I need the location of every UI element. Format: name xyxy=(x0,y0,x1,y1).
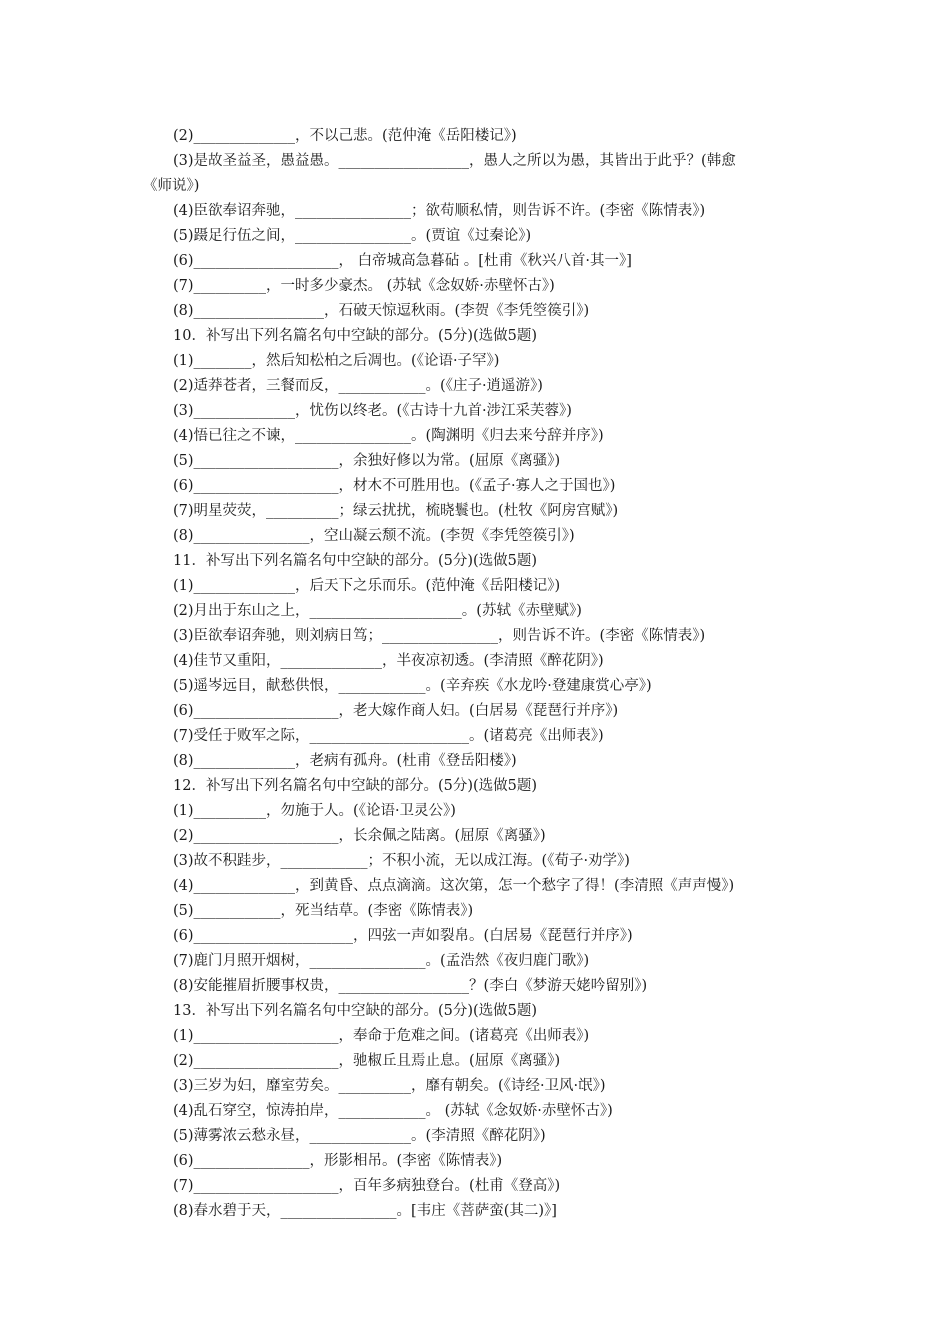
text-line: 11．补写出下列名篇名句中空缺的部分。(5分)(选做5题) xyxy=(173,553,538,569)
text-line: (7)受任于败军之际，______________________。(诸葛亮《出师表》) xyxy=(173,728,604,744)
text-line: (5)遥岑远目，献愁供恨，____________。(辛弃疾《水龙吟·登建康赏心亭》) xyxy=(173,678,652,694)
text-line: (4)______________，到黄昏、点点滴滴。这次第，怎一个愁字了得！(李清照《声声慢》) xyxy=(173,878,735,894)
text-line: (3)故不积跬步，____________；不积小流，无以成江海。(《荀子·劝学》) xyxy=(173,853,630,869)
text-line: (2)月出于东山之上，_____________________。(苏轼《赤壁赋》) xyxy=(173,603,582,619)
text-line: 12．补写出下列名篇名句中空缺的部分。(5分)(选做5题) xyxy=(173,778,538,794)
text-line: (4)臣欲奉诏奔驰，________________；欲苟顺私情，则告诉不许。(李密《陈情表》) xyxy=(173,203,706,219)
text-line: (2)____________________，驰椒丘且焉止息。(屈原《离骚》) xyxy=(173,1053,561,1069)
text-line: (6)____________________，材木不可胜用也。(《孟子·寡人之于国也》) xyxy=(173,478,616,494)
text-line: 13．补写出下列名篇名句中空缺的部分。(5分)(选做5题) xyxy=(173,1003,538,1019)
text-line: 10．补写出下列名篇名句中空缺的部分。(5分)(选做5题) xyxy=(173,328,538,344)
text-line: (7)__________，一时多少豪杰。 (苏轼《念奴娇·赤壁怀古》) xyxy=(173,278,555,294)
text-line: (4)乱石穿空，惊涛拍岸，____________。 (苏轼《念奴娇·赤壁怀古》) xyxy=(173,1103,613,1119)
text-line: (7)明星荧荧，__________；绿云扰扰，梳晓鬟也。(杜牧《阿房宫赋》) xyxy=(173,503,619,519)
text-line: (8)安能摧眉折腰事权贵，__________________？(李白《梦游天姥吟留别》) xyxy=(173,978,648,994)
text-line: (7)鹿门月照开烟树，________________。(孟浩然《夜归鹿门歌》) xyxy=(173,953,590,969)
text-line: (8)春水碧于天，________________。[韦庄《菩萨蛮(其二)》] xyxy=(173,1203,557,1219)
text-line: (2)适莽苍者，三餐而反，____________。(《庄子·逍遥游》) xyxy=(173,378,543,394)
text-line: (1)________，然后知松柏之后凋也。(《论语·子罕》) xyxy=(173,353,500,369)
text-line: (3)三岁为妇，靡室劳矣。__________，靡有朝矣。(《诗经·卫风·氓》) xyxy=(173,1078,606,1094)
text-line: (2)______________，不以己悲。(范仲淹《岳阳楼记》) xyxy=(173,128,517,144)
text-line: (6)______________________，四弦一声如裂帛。(白居易《琵琶行并序》) xyxy=(173,928,633,944)
text-line: (7)____________________，百年多病独登台。(杜甫《登高》) xyxy=(173,1178,561,1194)
text-line: (3)______________，忧伤以终老。(《古诗十九首·涉江采芙蓉》) xyxy=(173,403,572,419)
text-line: (5)薄雾浓云愁永昼，______________。(李清照《醉花阴》) xyxy=(173,1128,546,1144)
text-line: 《师说》) xyxy=(143,178,200,194)
text-line: (6)________________，形影相吊。(李密《陈情表》) xyxy=(173,1153,503,1169)
text-line: (4)悟已往之不谏，________________。(陶渊明《归去来兮辞并序》) xyxy=(173,428,604,444)
text-line: (6)____________________，老大嫁作商人妇。(白居易《琵琶行并序》) xyxy=(173,703,619,719)
text-line: (3)臣欲奉诏奔驰，则刘病日笃；________________，则告诉不许。(李密《陈情表》) xyxy=(173,628,706,644)
text-line: (8)__________________，石破天惊逗秋雨。(李贺《李凭箜篌引》) xyxy=(173,303,590,319)
text-line: (2)____________________，长余佩之陆离。(屈原《离骚》) xyxy=(173,828,546,844)
document-body xyxy=(143,124,823,1224)
text-line: (8)________________，空山凝云颓不流。(李贺《李凭箜篌引》) xyxy=(173,528,575,544)
text-line: (5)蹑足行伍之间，________________。(贾谊《过秦论》) xyxy=(173,228,532,244)
text-line: (1)__________，勿施于人。(《论语·卫灵公》) xyxy=(173,803,456,819)
text-line: (3)是故圣益圣，愚益愚。__________________，愚人之所以为愚，其皆出于此乎？(韩愈 xyxy=(173,153,736,169)
text-line: (1)____________________，奉命于危难之间。(诸葛亮《出师表》) xyxy=(173,1028,590,1044)
text-line: (5)____________，死当结草。(李密《陈情表》) xyxy=(173,903,474,919)
text-line: (8)______________，老病有孤舟。(杜甫《登岳阳楼》) xyxy=(173,753,517,769)
text-line: (5)____________________，余独好修以为常。(屈原《离骚》) xyxy=(173,453,561,469)
text-line: (4)佳节又重阳，______________，半夜凉初透。(李清照《醉花阴》) xyxy=(173,653,604,669)
text-line: (6)____________________， 白帝城高急暮砧 。[杜甫《秋兴八首·其一》] xyxy=(173,253,632,269)
text-line: (1)______________，后天下之乐而乐。(范仲淹《岳阳楼记》) xyxy=(173,578,561,594)
